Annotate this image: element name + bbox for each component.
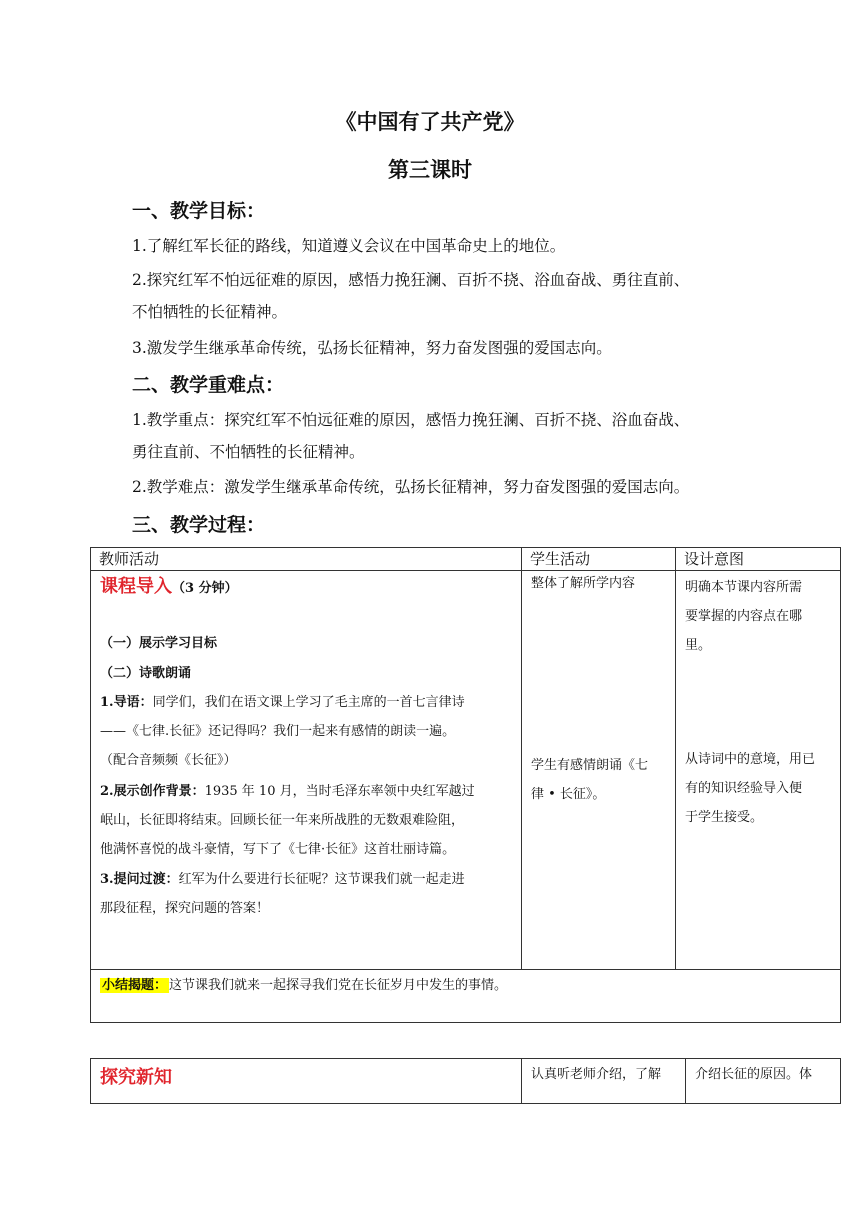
intro-heading — [100, 575, 238, 601]
doc-subtitle: 第三课时 — [388, 157, 472, 182]
goals-heading: 一、教学目标： — [132, 200, 266, 222]
sub-poem: （二）诗歌朗诵 — [100, 666, 192, 681]
intro-time: （3 分钟） — [172, 581, 238, 596]
header-student: 学生活动 — [522, 548, 676, 571]
explore-table — [90, 1058, 841, 1104]
goal-line-3: 不怕牺牲的长征精神。 — [132, 303, 288, 321]
p3-label: 3.提问过渡： — [100, 872, 179, 887]
goal-line-2: 2.探究红军不怕远征难的原因，感悟力挽狂澜、百折不挠、浴血奋战、勇往直前、 — [132, 271, 690, 289]
intent-text-2a: 从诗词中的意境，用已 — [685, 752, 816, 767]
key-line-3: 2.教学难点：激发学生继承革命传统，弘扬长征精神，努力奋发图强的爱国志向。 — [132, 478, 690, 496]
intent-text-1a: 明确本节课内容所需 — [685, 580, 803, 595]
header-teacher: 教师活动 — [91, 548, 522, 571]
explore-student-cell: 认真听老师介绍，了解 — [522, 1059, 686, 1104]
sub-goals: （一）展示学习目标 — [100, 636, 218, 651]
p1-label: 1.导语： — [100, 695, 153, 710]
table-row — [91, 571, 841, 970]
doc-title: 《中国有了共产党》 — [335, 109, 525, 134]
p2-line-1 — [100, 783, 475, 801]
explore-intent-cell: 介绍长征的原因。体 — [686, 1059, 841, 1104]
p1-line-2: ——《七律.长征》还记得吗？我们一起来有感情的朗读一遍。 — [100, 724, 456, 739]
p3-line-2: 那段征程，探究问题的答案！ — [100, 901, 270, 916]
p1-line-1 — [100, 694, 465, 712]
goal-line-1: 1.了解红军长征的路线，知道遵义会议在中国革命史上的地位。 — [132, 237, 566, 255]
key-line-2: 勇往直前、不怕牺牲的长征精神。 — [132, 443, 365, 461]
intent-cell — [676, 571, 841, 970]
p1-line-3: （配合音频频《长征》） — [100, 753, 237, 768]
p2-line-3: 他满怀喜悦的战斗豪情，写下了《七律·长征》这首壮丽诗篇。 — [100, 842, 456, 857]
p3-line-1 — [100, 871, 465, 889]
table-row — [91, 1059, 841, 1104]
intent-text-2c: 于学生接受。 — [685, 810, 764, 825]
intent-text-1c: 里。 — [685, 638, 712, 653]
student-text-2a: 学生有感情朗诵《七 — [531, 758, 649, 773]
p2-text: 1935 年 10 月，当时毛泽东率领中央红军越过 — [204, 784, 475, 799]
student-cell — [522, 571, 676, 970]
summary-text: 这节课我们就来一起探寻我们党在长征岁月中发生的事情。 — [169, 978, 508, 993]
student-text-1: 整体了解所学内容 — [531, 576, 636, 591]
p2-label: 2.展示创作背景： — [100, 784, 205, 799]
student-text-2b: 律 • 长征》。 — [531, 787, 606, 802]
p3-text: 红军为什么要进行长征呢？这节课我们就一起走进 — [178, 872, 465, 887]
header-intent: 设计意图 — [676, 548, 841, 571]
key-heading: 二、教学重难点： — [132, 374, 285, 396]
summary-row — [91, 970, 841, 1023]
goal-line-4: 3.激发学生继承革命传统，弘扬长征精神，努力奋发图强的爱国志向。 — [132, 339, 612, 357]
intent-text-1b: 要掌握的内容点在哪 — [685, 609, 803, 624]
summary-cell — [91, 970, 841, 1023]
key-line-1: 1.教学重点：探究红军不怕远征难的原因，感悟力挽狂澜、百折不挠、浴血奋战、 — [132, 411, 690, 429]
p2-line-2: 岷山，长征即将结束。回顾长征一年来所战胜的无数艰难险阻， — [100, 813, 465, 828]
explore-title: 探究新知 — [100, 1067, 172, 1088]
table-header-row — [91, 548, 841, 571]
p1-text: 同学们，我们在语文课上学习了毛主席的一首七言律诗 — [152, 695, 465, 710]
intro-title: 课程导入 — [100, 576, 172, 597]
teacher-cell — [91, 571, 522, 970]
explore-title-cell — [91, 1059, 522, 1104]
intent-text-2b: 有的知识经验导入便 — [685, 781, 803, 796]
summary-label: 小结揭题： — [102, 978, 168, 993]
process-heading: 三、教学过程： — [132, 514, 266, 536]
process-table — [90, 547, 841, 1023]
